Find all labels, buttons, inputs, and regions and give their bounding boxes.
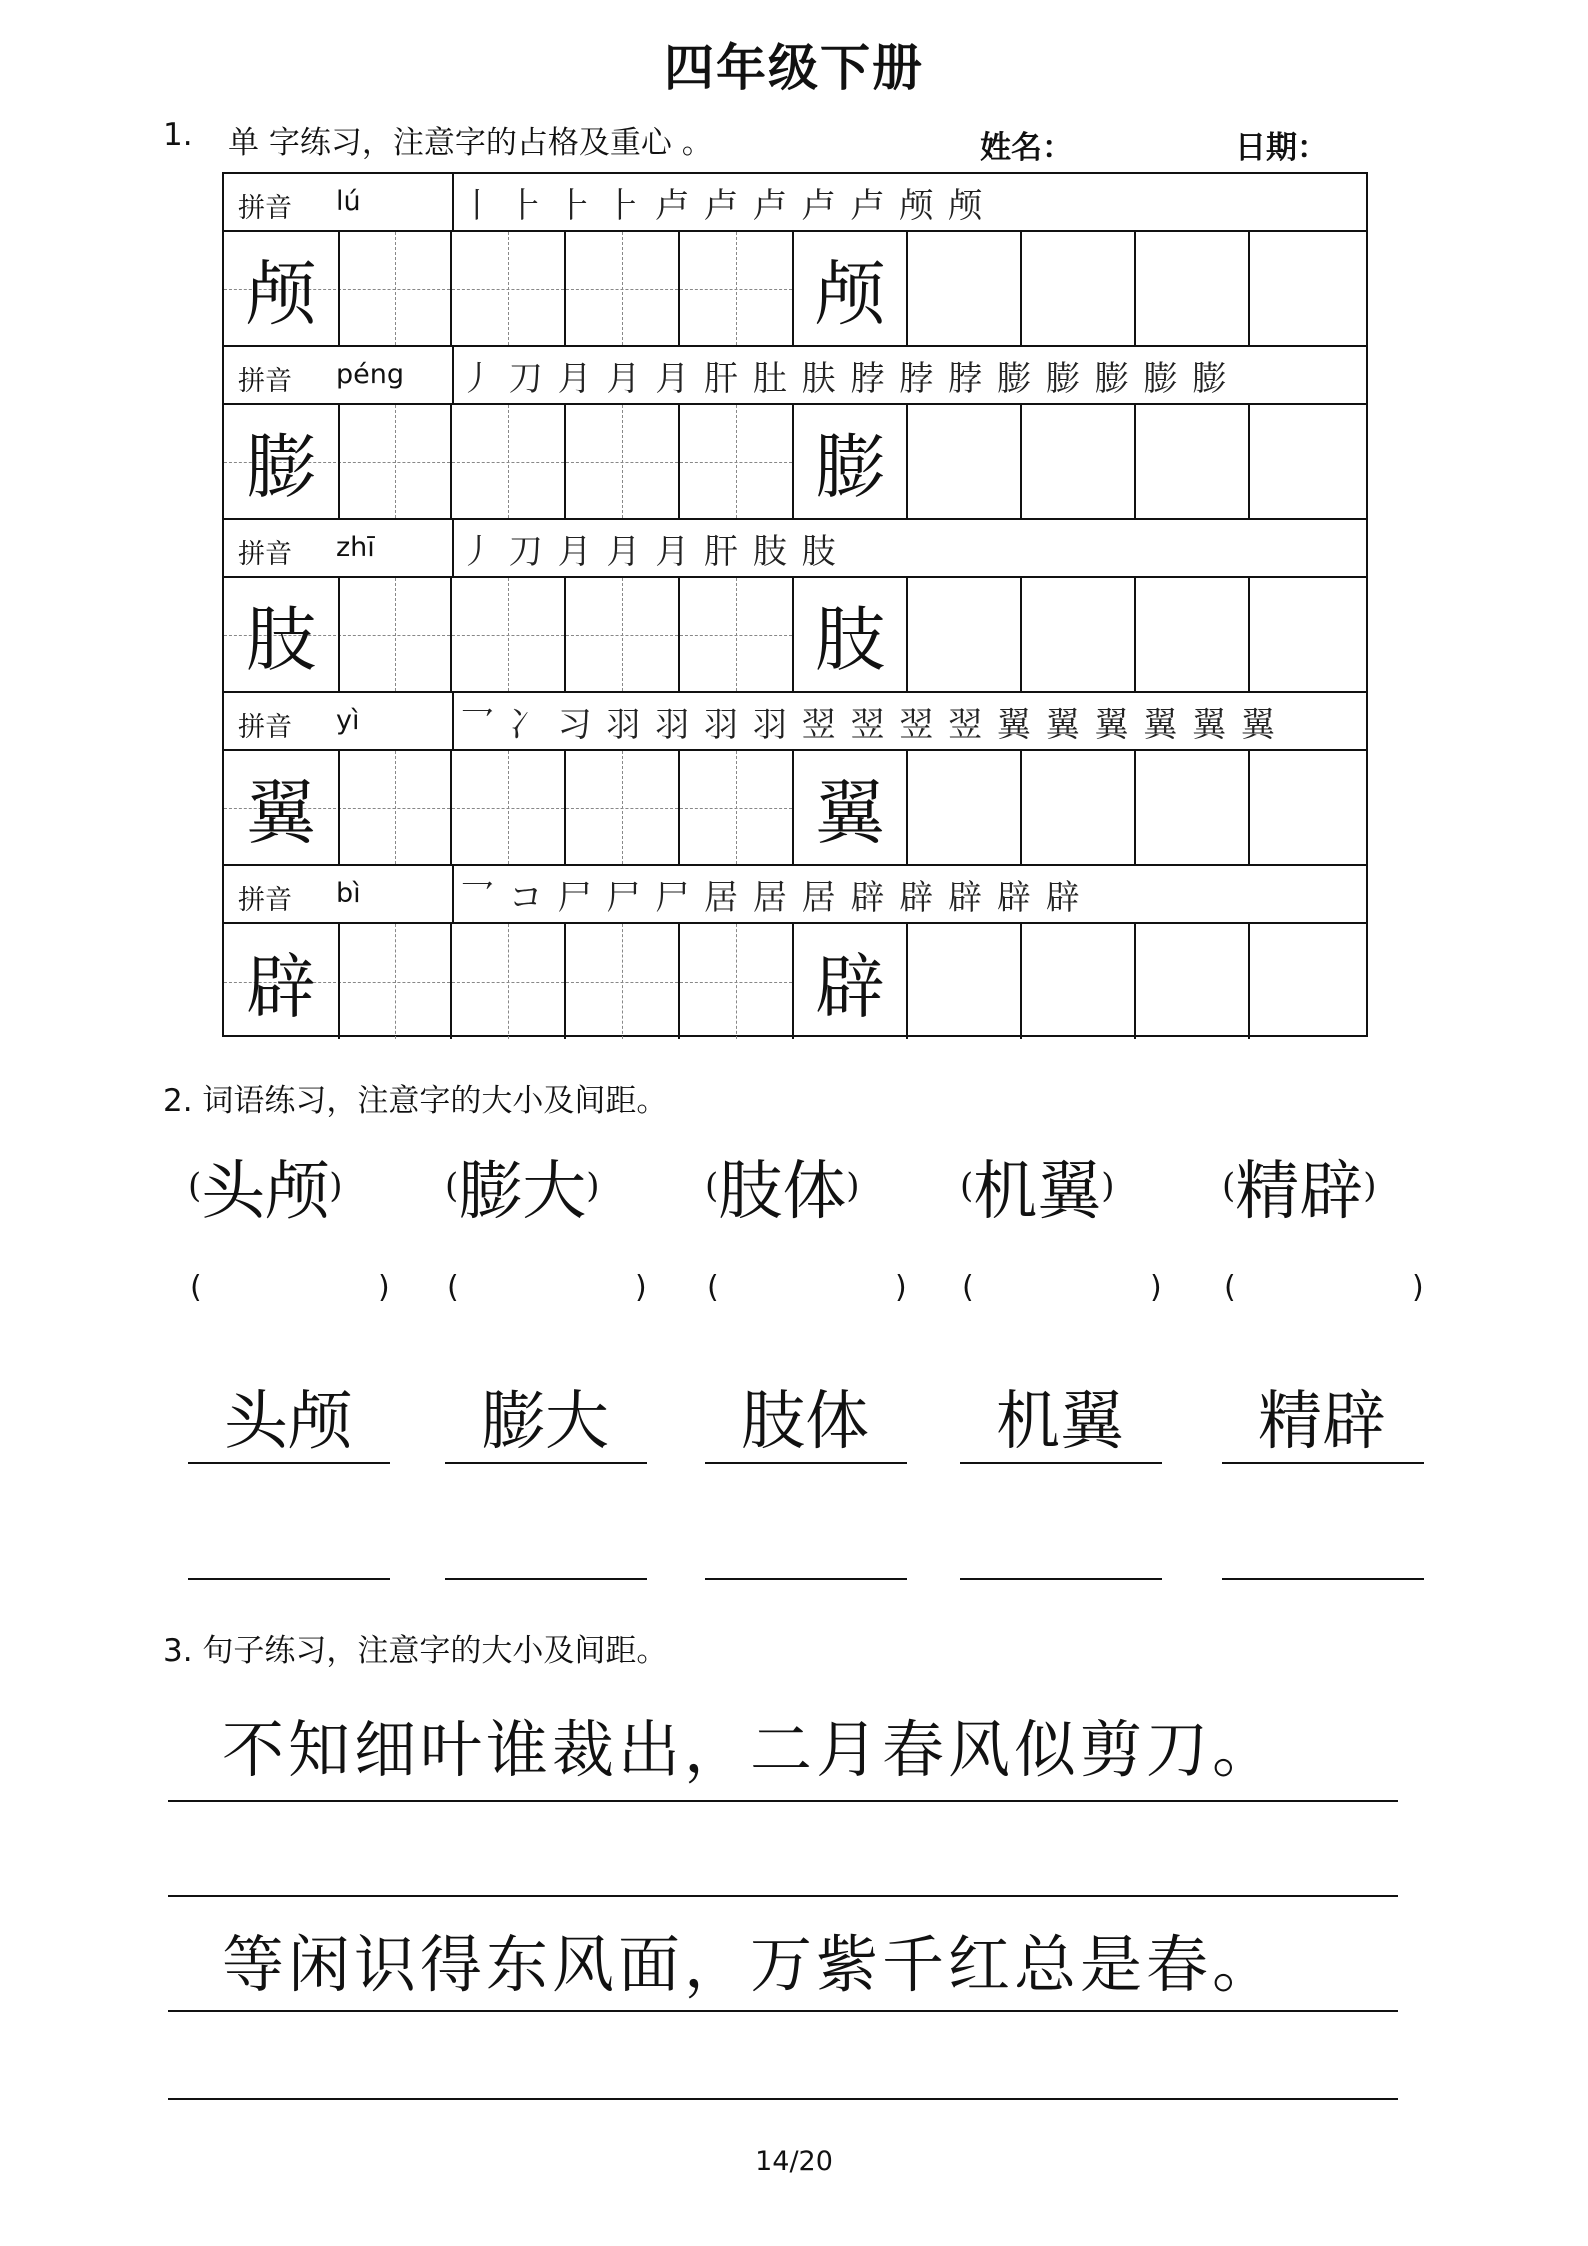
word-text: 头颅	[201, 1155, 330, 1229]
model-character: 辟	[246, 946, 316, 1028]
pinyin-row	[224, 520, 1366, 578]
trace-character: 辟	[815, 946, 885, 1028]
bracketed-word: (头颅)	[188, 1155, 343, 1229]
sentence-1: 不知细叶谁裁出，二月春风似剪刀。	[222, 1713, 1279, 1786]
practice-cell[interactable]	[908, 924, 1022, 1039]
practice-cell[interactable]	[680, 924, 794, 1039]
pinyin-label: 拼音	[238, 712, 292, 743]
character-row	[224, 405, 1366, 520]
model-character: 膨	[246, 426, 316, 508]
pinyin-paren-close: )	[635, 1270, 647, 1305]
word-writing-line[interactable]	[705, 1578, 907, 1580]
sentence-writing-line[interactable]	[168, 1895, 1398, 1897]
practice-cell[interactable]	[1250, 924, 1366, 1039]
practice-cell[interactable]	[1250, 232, 1366, 345]
practice-cell[interactable]	[1136, 924, 1250, 1039]
word-on-line: 机翼	[996, 1385, 1124, 1459]
stroke-order: 丨 ⺊ ⺊ ⺊ 卢 卢 卢 卢 卢 颅 颅	[460, 186, 985, 226]
practice-cell[interactable]	[680, 405, 794, 518]
word-on-line: 肢体	[741, 1385, 869, 1459]
pinyin-label: 拼音	[238, 885, 292, 916]
divider	[452, 693, 454, 749]
model-cell	[224, 578, 452, 691]
practice-cell[interactable]	[794, 924, 908, 1039]
practice-cell[interactable]	[794, 405, 908, 518]
pinyin-value: zhī	[336, 532, 375, 563]
character-row	[224, 232, 1366, 347]
word-writing-line[interactable]	[705, 1462, 907, 1464]
section2-instruction: 2. 词语练习，注意字的大小及间距。	[163, 1083, 668, 1119]
model-character: 肢	[246, 599, 316, 681]
practice-cell[interactable]	[908, 751, 1022, 864]
sentence-2: 等闲识得东风面，万紫千红总是春。	[222, 1928, 1279, 2001]
trace-character: 颅	[815, 253, 885, 335]
practice-cell[interactable]	[566, 578, 680, 691]
practice-cell[interactable]	[452, 405, 566, 518]
section1-instruction: 单 字练习，注意字的占格及重心 。	[228, 125, 713, 161]
pinyin-row	[224, 693, 1366, 751]
sentence-writing-line[interactable]	[168, 1800, 1398, 1802]
pinyin-paren-open: (	[962, 1270, 974, 1305]
model-character: 颅	[246, 253, 316, 335]
pinyin-value: yì	[336, 705, 360, 736]
section3-instruction: 3. 句子练习，注意字的大小及间距。	[163, 1633, 668, 1669]
pinyin-paren-close: )	[895, 1270, 907, 1305]
practice-cell[interactable]	[566, 232, 680, 345]
pinyin-value: bì	[336, 878, 361, 909]
word-writing-line[interactable]	[445, 1462, 647, 1464]
divider	[452, 520, 454, 576]
pinyin-paren-open: (	[707, 1270, 719, 1305]
page-title: 四年级下册	[664, 39, 924, 97]
pinyin-paren-open: (	[1224, 1270, 1236, 1305]
trace-character: 膨	[815, 426, 885, 508]
character-grid	[222, 172, 1368, 1037]
word-writing-line[interactable]	[188, 1578, 390, 1580]
practice-cell[interactable]	[680, 578, 794, 691]
stroke-order: 丿 刀 月 月 月 肝 肚 肤 脖 脖 脖 膨 膨 膨 膨 膨	[460, 359, 1229, 399]
divider	[452, 174, 454, 230]
model-cell	[224, 751, 452, 864]
stroke-order: 乛 コ 尸 尸 尸 居 居 居 辟 辟 辟 辟 辟	[460, 878, 1082, 918]
word-text: 膨大	[458, 1155, 587, 1229]
practice-cell[interactable]	[1250, 751, 1366, 864]
word-writing-line[interactable]	[960, 1578, 1162, 1580]
practice-cell[interactable]	[452, 232, 566, 345]
trace-character: 翼	[815, 772, 885, 854]
section1-number: 1.	[163, 117, 193, 153]
practice-cell[interactable]	[1136, 232, 1250, 345]
practice-cell[interactable]	[1022, 232, 1136, 345]
practice-cell[interactable]	[908, 405, 1022, 518]
practice-cell[interactable]	[1022, 578, 1136, 691]
divider	[452, 866, 454, 922]
model-cell	[224, 924, 452, 1039]
page-number: 14/20	[755, 2146, 833, 2177]
practice-cell[interactable]	[1250, 405, 1366, 518]
name-label: 姓名：	[980, 130, 1073, 166]
pinyin-paren-close: )	[1412, 1270, 1424, 1305]
practice-cell[interactable]	[566, 405, 680, 518]
model-character: 翼	[246, 772, 316, 854]
practice-cell[interactable]	[680, 751, 794, 864]
practice-cell[interactable]	[566, 751, 680, 864]
stroke-order: 丿 刀 月 月 月 肝 肢 肢	[460, 532, 838, 572]
practice-cell[interactable]	[1136, 405, 1250, 518]
character-row	[224, 751, 1366, 866]
trace-character: 肢	[815, 599, 885, 681]
word-writing-line[interactable]	[445, 1578, 647, 1580]
word-writing-line[interactable]	[1222, 1578, 1424, 1580]
practice-cell[interactable]	[452, 924, 566, 1039]
word-text: 精辟	[1235, 1155, 1364, 1229]
word-writing-line[interactable]	[188, 1462, 390, 1464]
character-row	[224, 924, 1366, 1039]
model-cell	[224, 232, 452, 345]
word-on-line: 精辟	[1258, 1385, 1386, 1459]
practice-cell[interactable]	[452, 578, 566, 691]
pinyin-label: 拼音	[238, 366, 292, 397]
word-writing-line[interactable]	[960, 1462, 1162, 1464]
pinyin-paren-open: (	[447, 1270, 459, 1305]
model-cell	[224, 405, 452, 518]
stroke-order: 乛 冫 习 羽 羽 羽 羽 翌 翌 翌 翌 翼 翼 翼 翼 翼 翼	[460, 705, 1277, 745]
practice-cell[interactable]	[794, 751, 908, 864]
pinyin-row	[224, 174, 1366, 232]
bracketed-word: (机翼)	[960, 1155, 1115, 1229]
pinyin-paren-close: )	[1150, 1270, 1162, 1305]
pinyin-paren-open: (	[190, 1270, 202, 1305]
practice-cell[interactable]	[1022, 751, 1136, 864]
pinyin-value: péng	[336, 359, 405, 390]
practice-cell[interactable]	[1136, 751, 1250, 864]
pinyin-label: 拼音	[238, 539, 292, 570]
pinyin-row	[224, 347, 1366, 405]
pinyin-value: lú	[336, 186, 361, 217]
bracketed-word: (肢体)	[705, 1155, 860, 1229]
practice-cell[interactable]	[1022, 405, 1136, 518]
divider	[452, 347, 454, 403]
character-row	[224, 578, 1366, 693]
practice-cell[interactable]	[794, 232, 908, 345]
word-writing-line[interactable]	[1222, 1462, 1424, 1464]
pinyin-paren-close: )	[378, 1270, 390, 1305]
date-label: 日期：	[1235, 130, 1328, 166]
word-on-line: 膨大	[481, 1385, 609, 1459]
word-on-line: 头颅	[224, 1385, 352, 1459]
practice-cell[interactable]	[452, 751, 566, 864]
practice-cell[interactable]	[1136, 578, 1250, 691]
sentence-writing-line[interactable]	[168, 2010, 1398, 2012]
practice-cell[interactable]	[680, 232, 794, 345]
bracketed-word: (膨大)	[445, 1155, 600, 1229]
word-text: 机翼	[973, 1155, 1102, 1229]
practice-cell[interactable]	[1250, 578, 1366, 691]
practice-cell[interactable]	[908, 578, 1022, 691]
pinyin-label: 拼音	[238, 193, 292, 224]
bracketed-word: (精辟)	[1222, 1155, 1377, 1229]
practice-cell[interactable]	[566, 924, 680, 1039]
practice-cell[interactable]	[908, 232, 1022, 345]
pinyin-row	[224, 866, 1366, 924]
word-text: 肢体	[718, 1155, 847, 1229]
practice-cell[interactable]	[794, 578, 908, 691]
sentence-writing-line[interactable]	[168, 2098, 1398, 2100]
practice-cell[interactable]	[1022, 924, 1136, 1039]
